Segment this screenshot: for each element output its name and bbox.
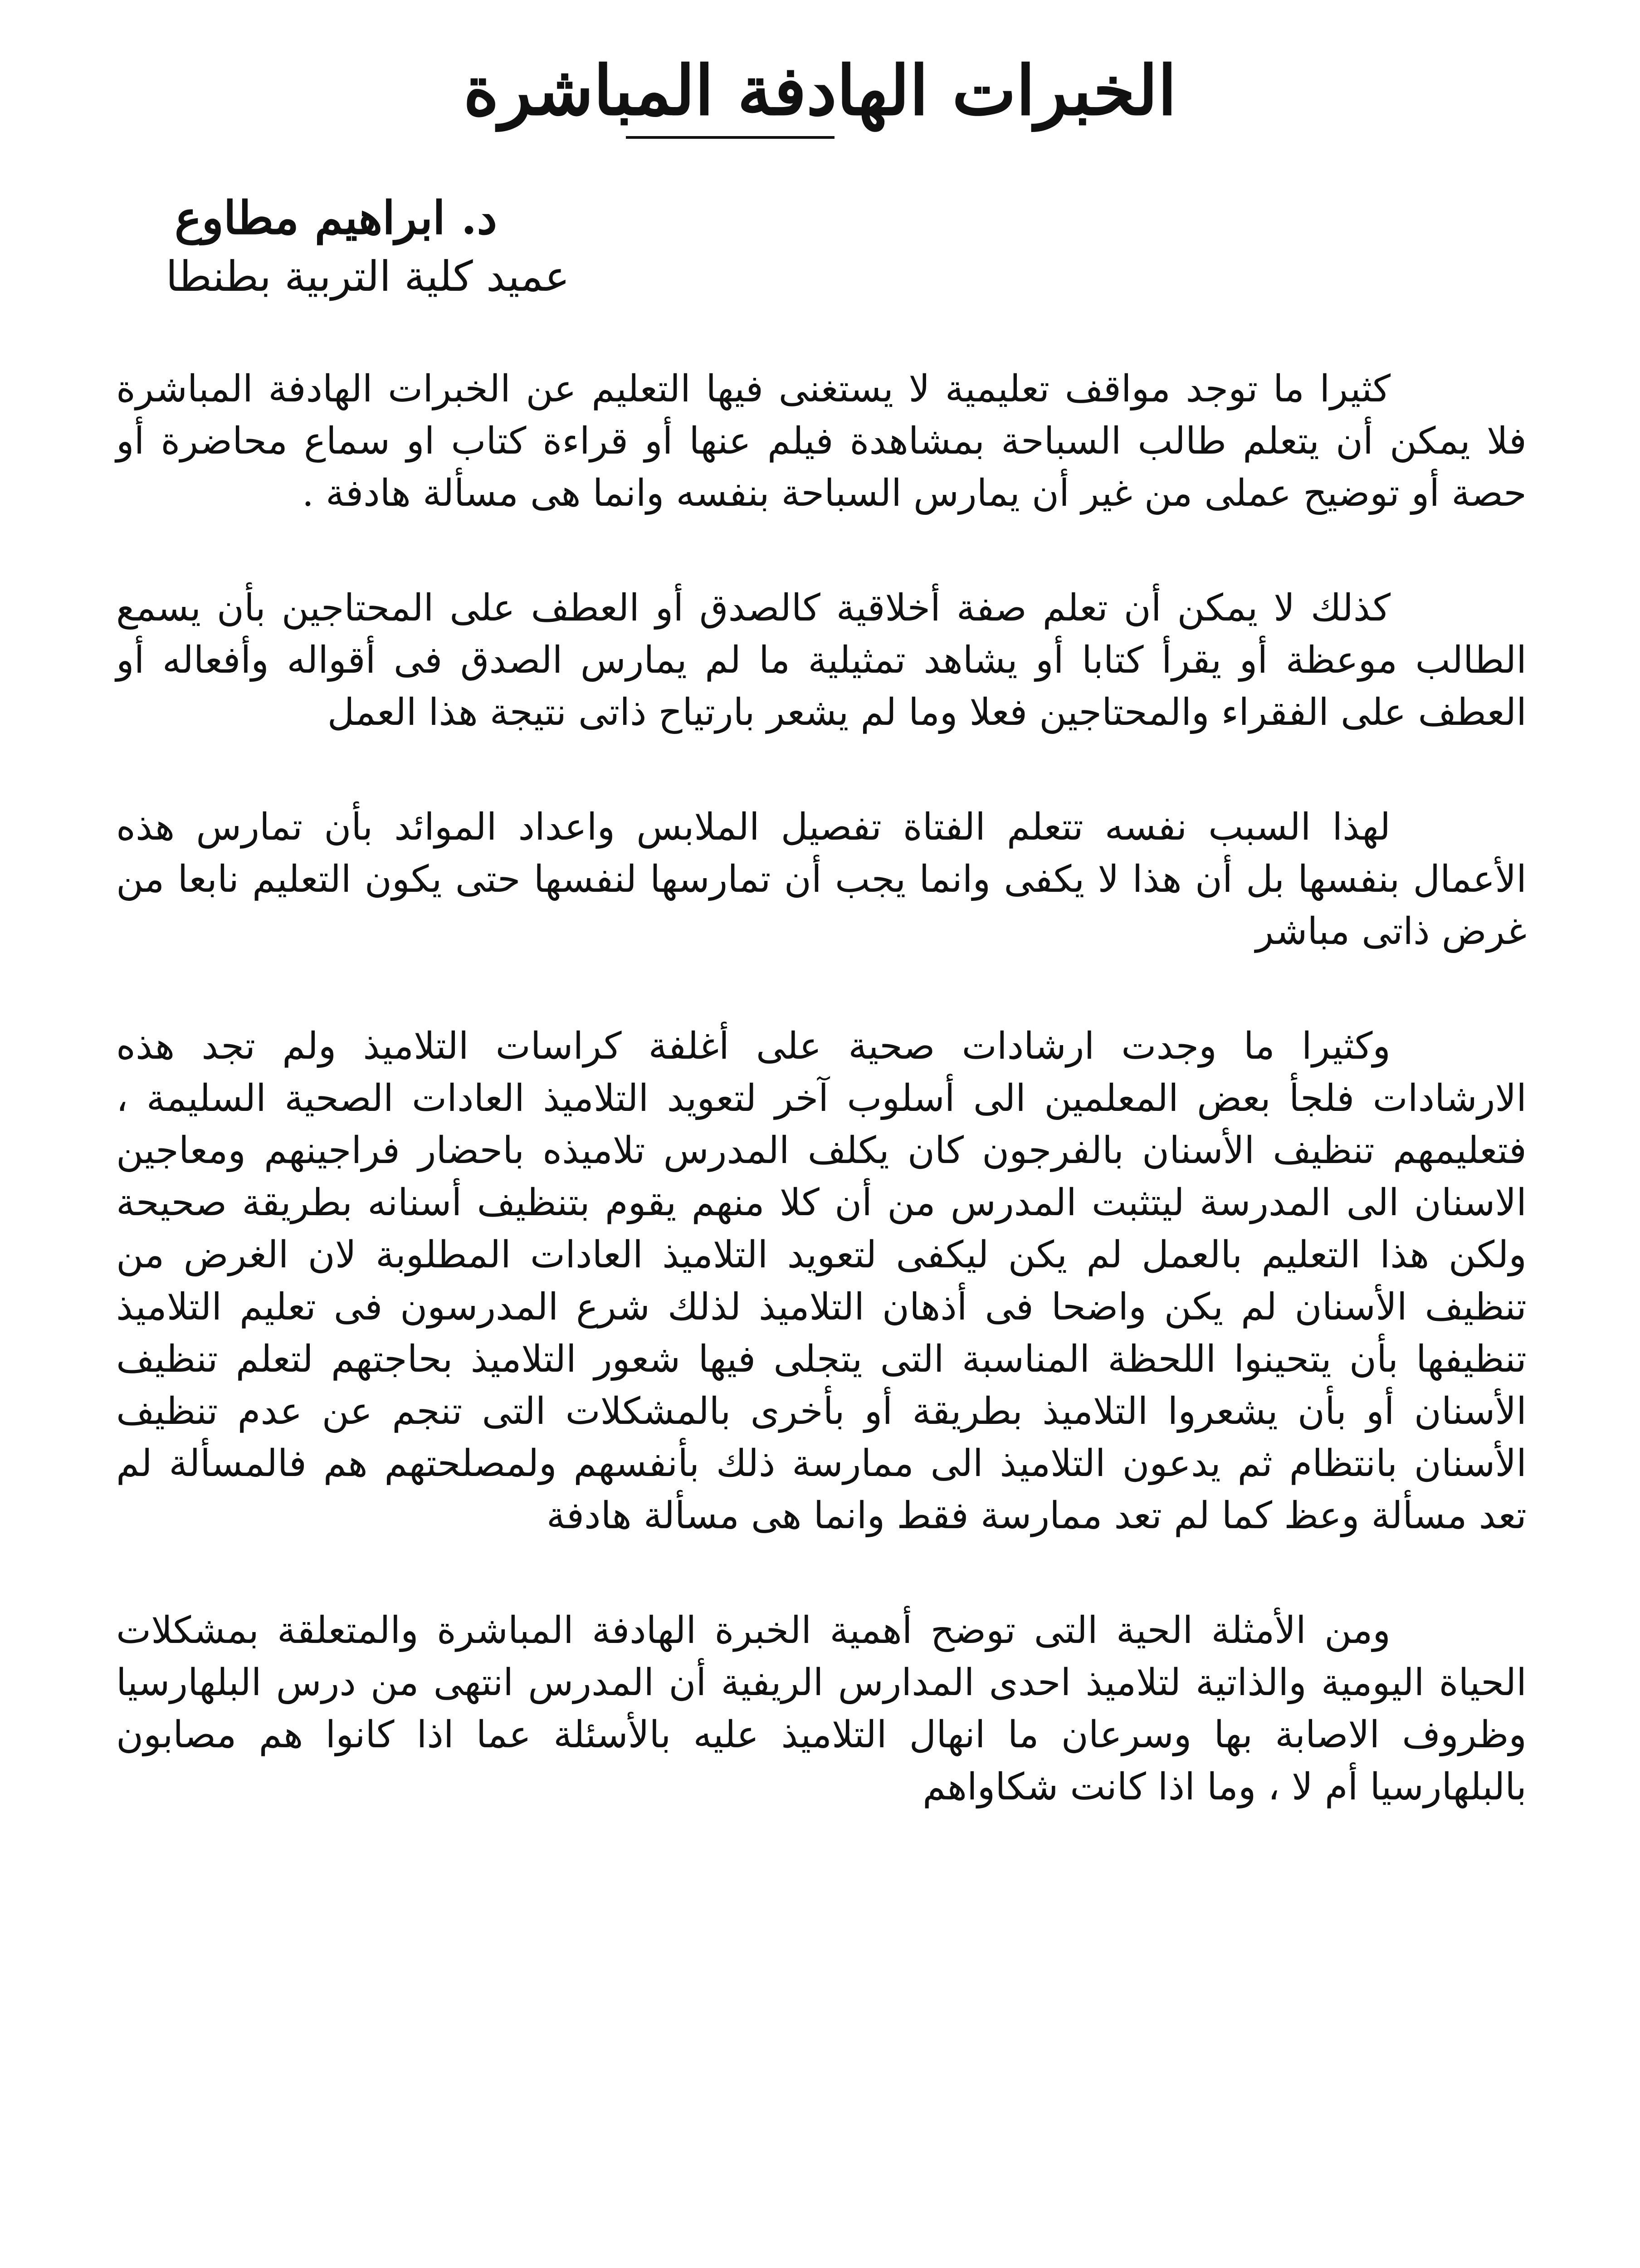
paragraph-1: كثيرا ما توجد مواقف تعليمية لا يستغنى فيها التعليم عن الخبرات الهادفة المباشرة فلا يمكن أن يتعلم طالب السباحة بمشاهدة فيلم عنها أو قراءة كتاب او سماع محاضرة أو حصة أو توضيح عملى من غير أن يمارس السباحة بنفسه وانما هى مسألة هادفة .: [116, 367, 1527, 515]
paragraph-5: ومن الأمثلة الحية التى توضح أهمية الخبرة الهادفة المباشرة والمتعلقة بمشكلات الحياة اليومية والذاتية لتلاميذ احدى المدارس الريفية أن المدرس انتهى من درس البلهارسيا وظروف الاصابة بها وسرعان ما انهال التلاميذ عليه بالأسئلة عما اذا كانوا هم مصابون بالبلهارسيا أم لا ، وما اذا كانت شكاواهم: [116, 1609, 1527, 1809]
paragraph-3: لهذا السبب نفسه تتعلم الفتاة تفصيل الملابس واعداد الموائد بأن تمارس هذه الأعمال بنفسها بل أن هذا لا يكفى وانما يجب أن تمارسها لنفسها حتى يكون التعليم نابعا من غرض ذاتى مباشر: [116, 806, 1527, 953]
author-name: د. ابراهيم مطاوع: [174, 191, 497, 244]
paragraph-2: كذلك لا يمكن أن تعلم صفة أخلاقية كالصدق أو العطف على المحتاجين بأن يسمع الطالب موعظة أو يقرأ كتابا أو يشاهد تمثيلية ما لم يمارس الصدق فى أقواله وأفعاله أو العطف على الفقراء والمحتاجين فعلا وما لم يشعر بارتياح ذاتى نتيجة هذا العمل: [116, 587, 1527, 734]
title-underline: [626, 136, 835, 139]
paragraph-4: وكثيرا ما وجدت ارشادات صحية على أغلفة كراسات التلاميذ ولم تجد هذه الارشادات فلجأ بعض المعلمين الى أسلوب آخر لتعويد التلاميذ العادات الصحية السليمة ، فتعليمهم تنظيف الأسنان بالفرجون كان يكلف المدرس تلاميذه باحضار فراجينهم ومعاجين الاسنان الى المدرسة ليتثبت المدرس من أن كلا منهم يقوم بتنظيف أسنانه بطريقة صحيحة ولكن هذا التعليم بالعمل لم يكن ليكفى لتعويد التلاميذ العادات المطلوبة لان الغرض من تنظيف الأسنان لم يكن واضحا فى أذهان التلاميذ لذلك شرع المدرسون فى تعليم التلاميذ تنظيفها بأن يتحينوا اللحظة المناسبة التى يتجلى فيها شعور التلاميذ بحاجتهم لتعلم تنظيف الأسنان أو بأن يشعروا التلاميذ بطريقة أو بأخرى بالمشكلات التى تنجم عن عدم تنظيف الأسنان بانتظام ثم يدعون التلاميذ الى ممارسة ذلك بأنفسهم ولمصلحتهم هم فالمسألة لم تعد مسألة وعظ كما لم تعد ممارسة فقط وانما هى مسألة هادفة: [116, 1025, 1527, 1537]
article-body: [116, 363, 1527, 1813]
article-title: الخبرات الهادفة المباشرة: [463, 51, 1177, 131]
author-position: عميد كلية التربية بطنطا: [166, 252, 570, 301]
